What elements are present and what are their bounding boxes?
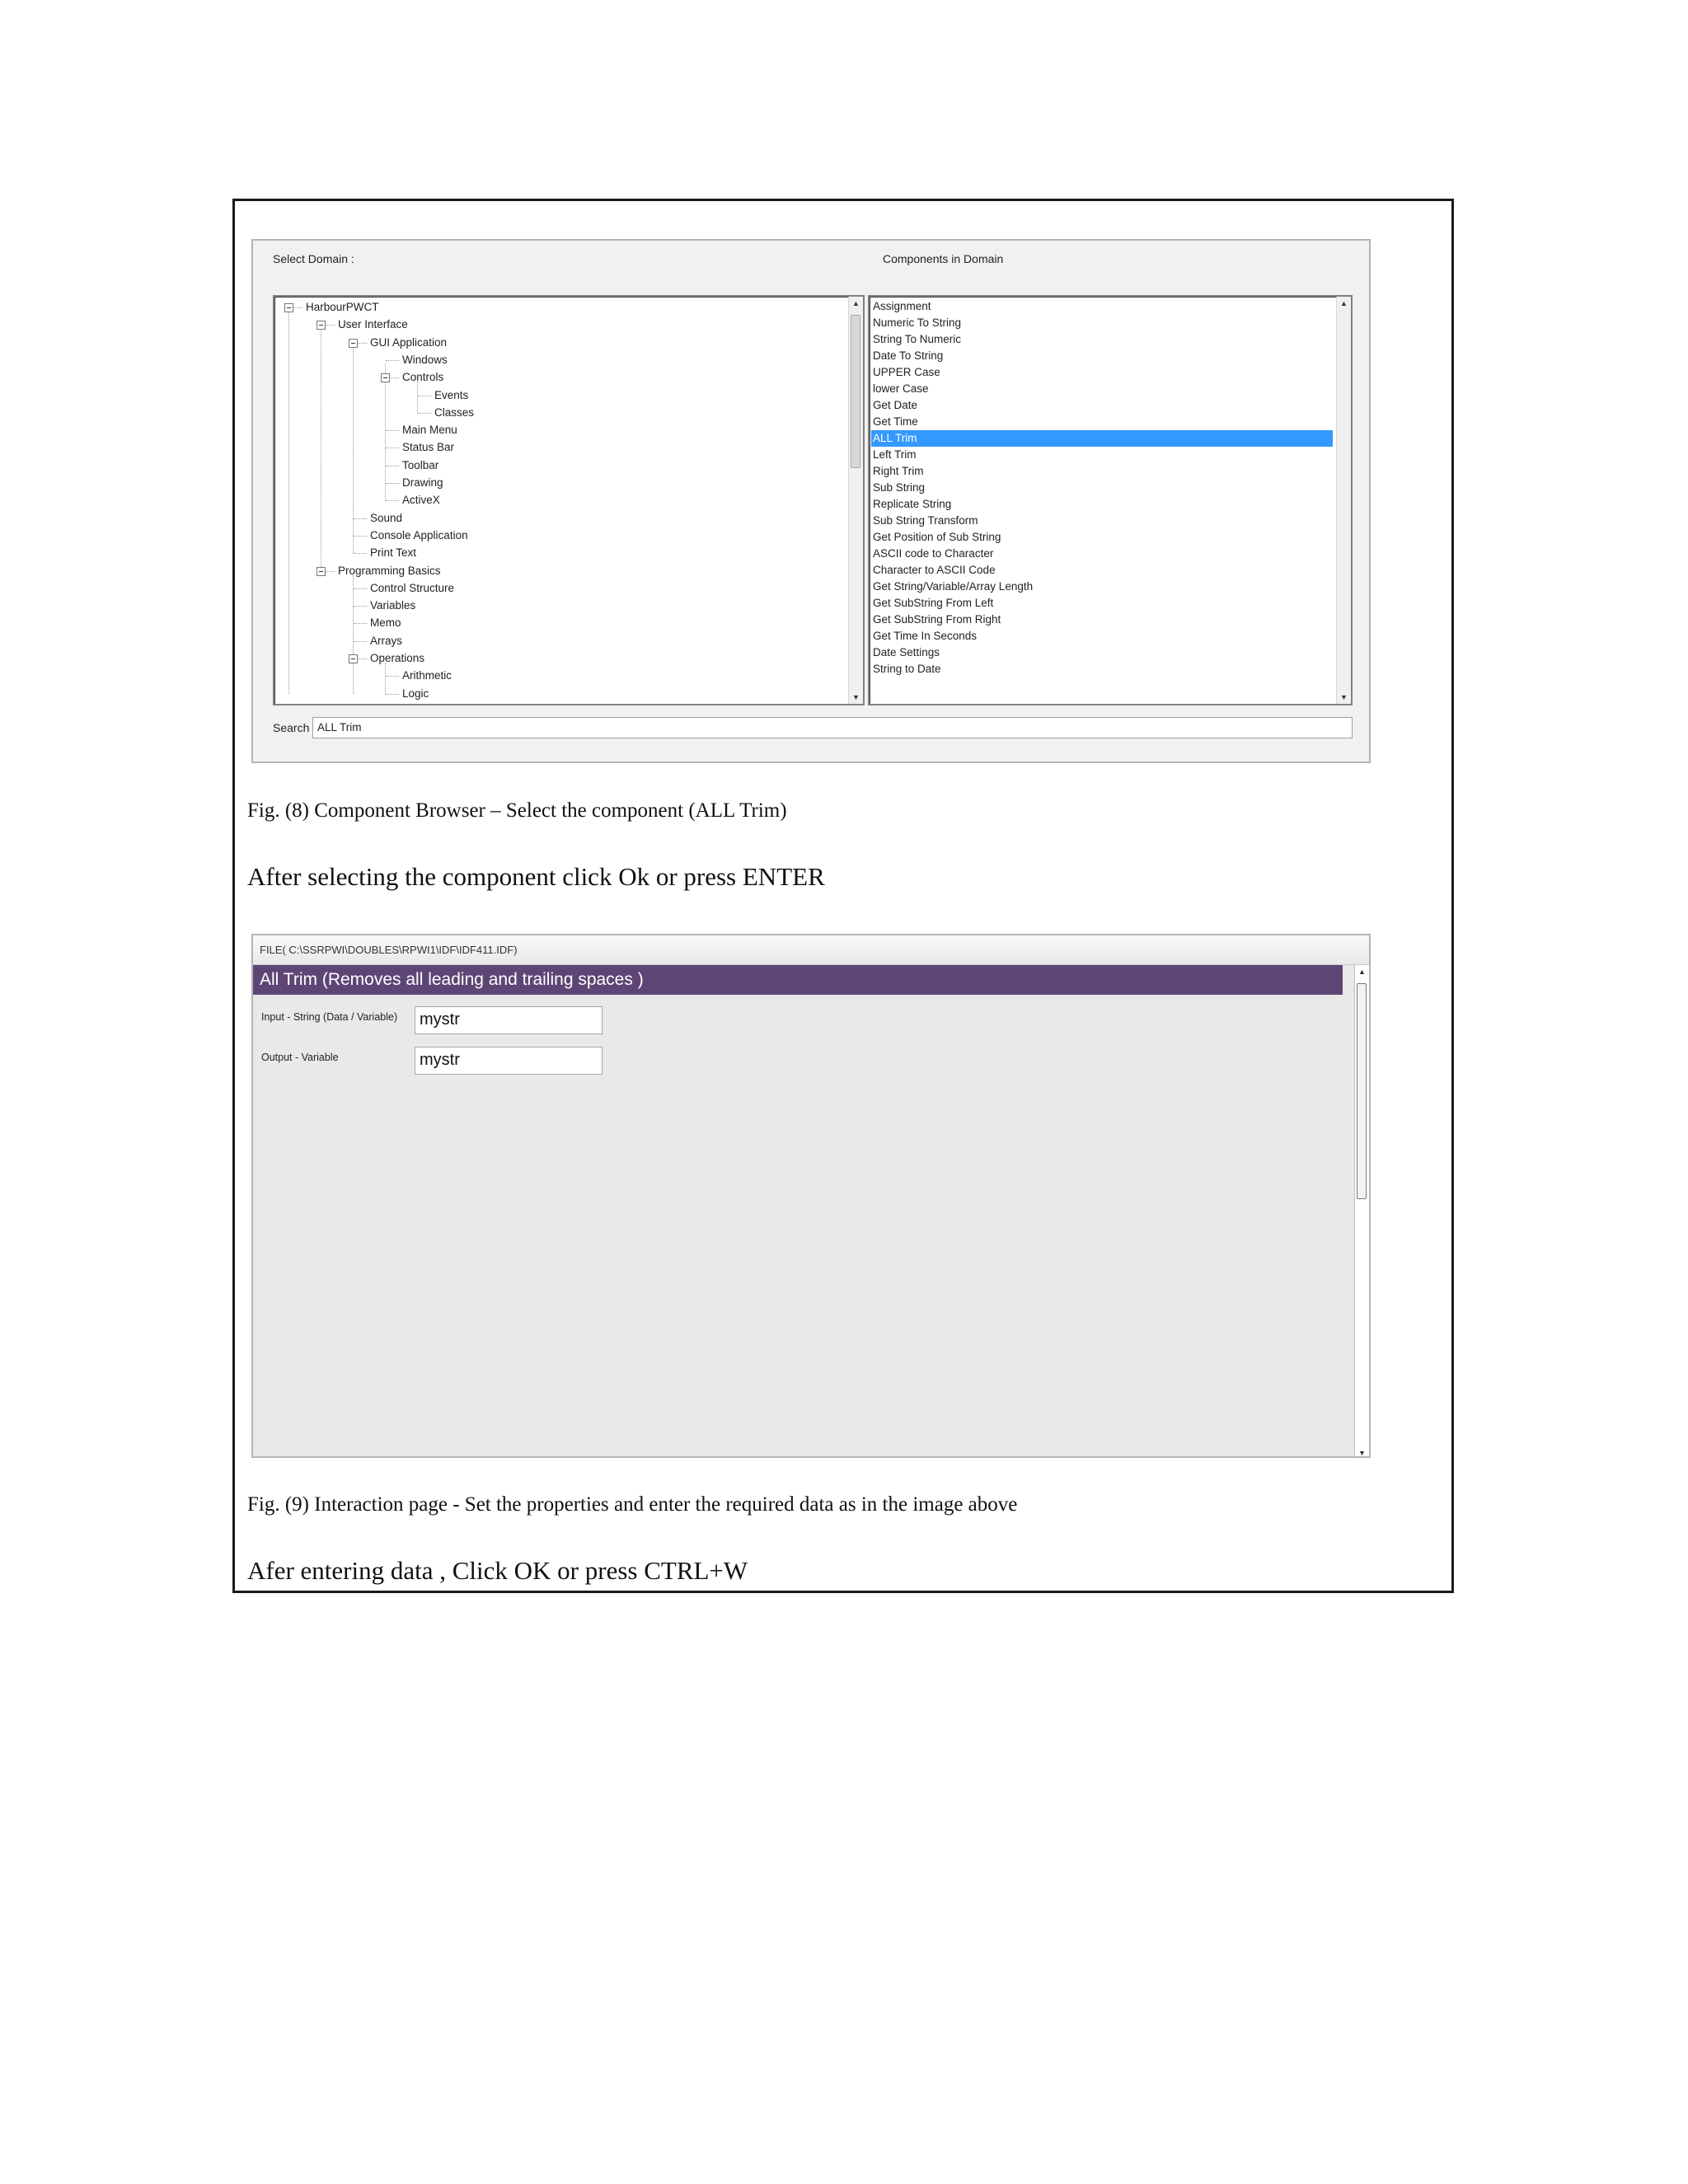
component-item[interactable]: String To Numeric xyxy=(873,333,962,345)
tree-node[interactable]: Operations xyxy=(370,652,425,664)
tree-guide-line xyxy=(288,312,289,694)
scroll-down-arrow-icon[interactable]: ▼ xyxy=(852,693,860,701)
component-item[interactable]: Sub String xyxy=(873,481,926,494)
component-item[interactable]: Assignment xyxy=(873,300,931,312)
tree-connector xyxy=(354,518,367,519)
component-item[interactable]: Date Settings xyxy=(873,646,940,658)
component-item[interactable]: Character to ASCII Code xyxy=(873,564,996,576)
instruction-enter-data: Afer entering data , Click OK or press CTRL+W xyxy=(247,1556,748,1585)
tree-node[interactable]: Controls xyxy=(402,371,444,384)
tree-node[interactable]: Drawing xyxy=(402,476,443,489)
domain-tree[interactable] xyxy=(273,295,865,705)
tree-connector xyxy=(386,694,399,695)
component-item[interactable]: Get SubString From Left xyxy=(873,597,994,609)
component-item[interactable]: Date To String xyxy=(873,349,944,362)
components-scrollbar[interactable] xyxy=(1336,297,1351,704)
fig8-caption: Fig. (8) Component Browser – Select the component (ALL Trim) xyxy=(247,799,787,822)
component-item[interactable]: Replicate String xyxy=(873,498,952,510)
tree-node[interactable]: Events xyxy=(434,388,469,401)
component-item[interactable]: Get Time xyxy=(873,415,918,428)
tree-scroll-thumb[interactable] xyxy=(851,315,860,468)
component-item[interactable]: Left Trim xyxy=(873,448,917,461)
component-item[interactable]: Get Date xyxy=(873,399,918,411)
tree-guide-line xyxy=(385,663,386,694)
tree-connector xyxy=(386,483,399,484)
collapse-toggle-icon[interactable] xyxy=(316,567,326,576)
fig9-caption: Fig. (9) Interaction page - Set the properties and enter the required data as in the image above xyxy=(247,1493,1018,1516)
tree-node[interactable]: ActiveX xyxy=(402,494,440,507)
component-item[interactable]: String to Date xyxy=(873,663,941,675)
components-list[interactable] xyxy=(868,295,1353,705)
component-item[interactable]: UPPER Case xyxy=(873,366,940,378)
input-string-field[interactable]: mystr xyxy=(415,1006,603,1034)
file-path-bar: FILE( C:\SSRPWI\DOUBLES\RPWI1\IDF\IDF411.IDF) xyxy=(253,935,1369,965)
tree-connector xyxy=(386,676,399,677)
scroll-down-arrow-icon[interactable]: ▼ xyxy=(1340,693,1348,701)
component-item[interactable]: Numeric To String xyxy=(873,316,962,329)
components-in-domain-label: Components in Domain xyxy=(883,252,1004,265)
tree-node[interactable]: Classes xyxy=(434,405,475,419)
component-item[interactable]: Sub String Transform xyxy=(873,514,978,527)
tree-connector xyxy=(386,360,399,361)
component-item-selected[interactable]: ALL Trim xyxy=(871,430,1333,447)
scroll-up-arrow-icon[interactable]: ▲ xyxy=(1358,968,1366,976)
collapse-toggle-icon[interactable] xyxy=(349,654,358,663)
component-item[interactable]: Get Position of Sub String xyxy=(873,531,1001,543)
tree-node[interactable]: Print Text xyxy=(370,546,417,560)
component-item[interactable]: Get Time In Seconds xyxy=(873,630,978,642)
tree-guide-line xyxy=(353,575,354,694)
tree-node[interactable]: Control Structure xyxy=(370,581,455,594)
component-title-bar: All Trim (Removes all leading and trailing spaces ) xyxy=(253,965,1343,995)
tree-node[interactable]: GUI Application xyxy=(370,335,448,349)
tree-connector xyxy=(386,430,399,431)
component-item[interactable]: ASCII code to Character xyxy=(873,547,994,560)
tree-node[interactable]: HarbourPWCT xyxy=(306,301,379,313)
tree-guide-line xyxy=(417,382,418,413)
search-input[interactable]: ALL Trim xyxy=(312,717,1353,738)
interaction-scroll-thumb[interactable] xyxy=(1357,983,1367,1199)
tree-node[interactable]: Console Application xyxy=(370,528,468,541)
tree-node[interactable]: Status Bar xyxy=(402,441,455,454)
scroll-up-arrow-icon[interactable]: ▲ xyxy=(852,299,860,307)
tree-guide-line xyxy=(353,347,354,554)
select-domain-label: Select Domain : xyxy=(273,252,354,265)
component-browser xyxy=(251,239,1371,763)
tree-scrollbar[interactable] xyxy=(848,297,863,704)
instruction-select-component: After selecting the component click Ok or press ENTER xyxy=(247,862,825,891)
input-string-label: Input - String (Data / Variable) xyxy=(261,1011,398,1023)
tree-connector xyxy=(418,413,431,414)
tree-node[interactable]: Arrays xyxy=(370,634,403,647)
tree-connector xyxy=(354,641,367,642)
scroll-down-arrow-icon[interactable]: ▼ xyxy=(1358,1449,1366,1457)
component-item[interactable]: lower Case xyxy=(873,382,929,395)
search-label: Search xyxy=(273,721,310,734)
output-variable-field[interactable]: mystr xyxy=(415,1047,603,1075)
tree-connector xyxy=(354,606,367,607)
tree-node[interactable]: Arithmetic xyxy=(402,669,452,682)
tree-guide-line xyxy=(385,364,386,500)
tree-connector xyxy=(386,500,399,501)
tree-node[interactable]: Logic xyxy=(402,687,429,700)
interaction-page xyxy=(251,934,1371,1458)
tree-node[interactable]: Sound xyxy=(370,511,403,524)
tree-node[interactable]: Windows xyxy=(402,353,448,366)
collapse-toggle-icon[interactable] xyxy=(284,303,293,312)
component-item[interactable]: Get String/Variable/Array Length xyxy=(873,580,1034,593)
tree-node[interactable]: Main Menu xyxy=(402,424,457,437)
tree-node[interactable]: Programming Basics xyxy=(338,564,441,577)
tree-node[interactable]: User Interface xyxy=(338,318,408,331)
tree-connector xyxy=(354,553,367,554)
scroll-up-arrow-icon[interactable]: ▲ xyxy=(1340,299,1348,307)
collapse-toggle-icon[interactable] xyxy=(316,321,326,330)
tree-connector xyxy=(354,588,367,589)
component-item[interactable]: Right Trim xyxy=(873,465,924,477)
collapse-toggle-icon[interactable] xyxy=(381,373,390,382)
interaction-scrollbar[interactable] xyxy=(1354,965,1369,1458)
tree-node[interactable]: Toolbar xyxy=(402,458,439,471)
collapse-toggle-icon[interactable] xyxy=(349,339,358,348)
component-item[interactable]: Get SubString From Right xyxy=(873,613,1001,626)
tree-connector xyxy=(354,623,367,624)
tree-node[interactable]: Variables xyxy=(370,599,416,612)
tree-connector xyxy=(354,536,367,537)
output-variable-label: Output - Variable xyxy=(261,1052,339,1063)
tree-node[interactable]: Memo xyxy=(370,616,401,630)
